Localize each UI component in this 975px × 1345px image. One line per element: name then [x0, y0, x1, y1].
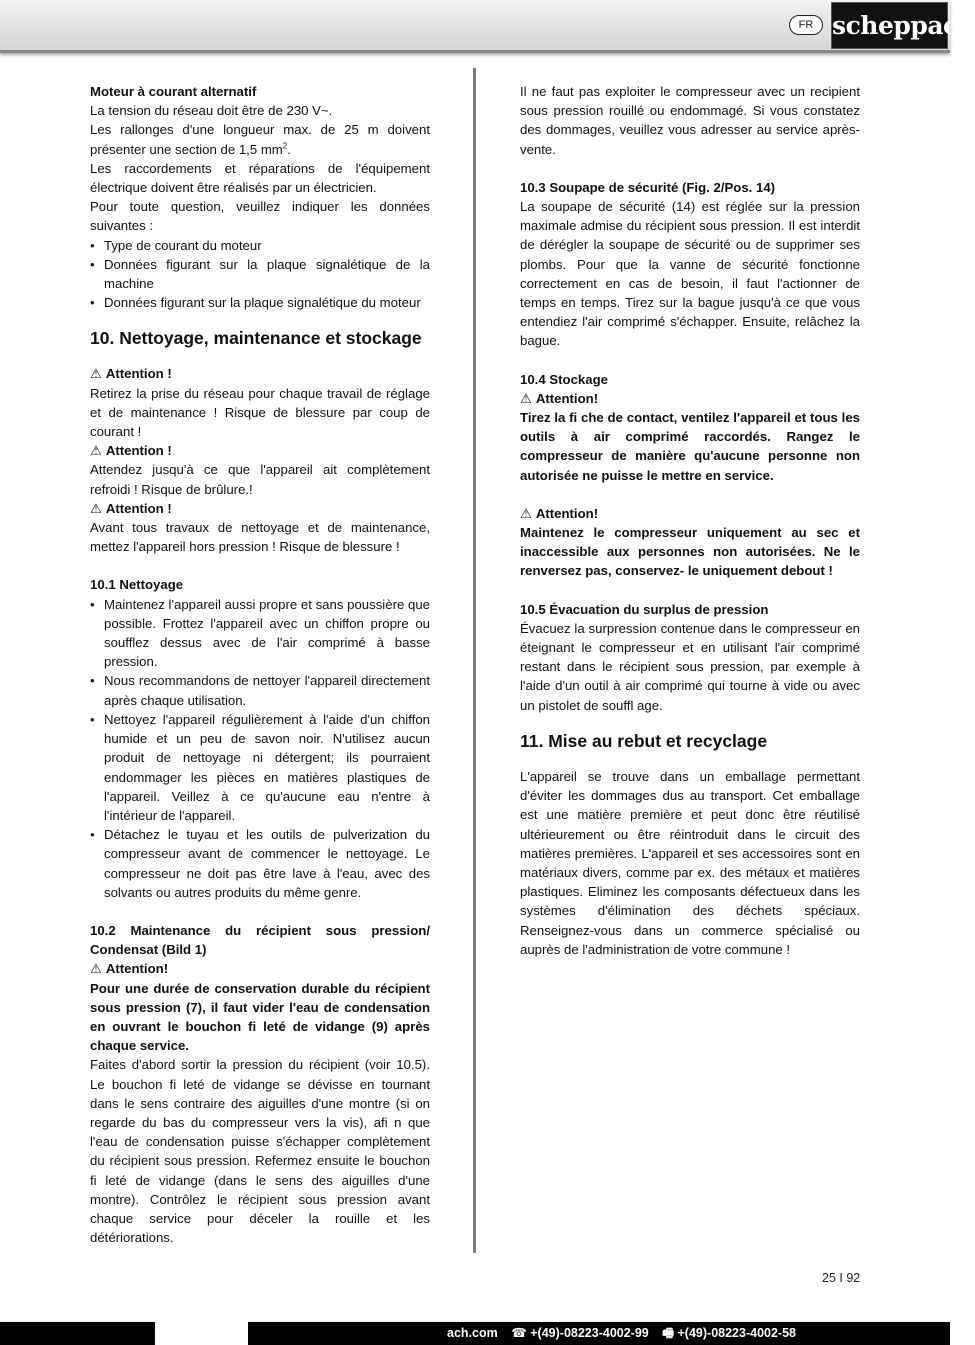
attention-heading: ⚠ Attention!	[90, 959, 430, 978]
list-item: • Détachez le tuyau et les outils de pulverization du compresseur avant de commencer le nettoyage. Le compresseur ne doit pas être lave à l'eau, avec des solvants ou autres produits du même genre.	[90, 825, 430, 902]
fax-number: 🖷 +(49)-08223-4002-58	[662, 1326, 796, 1340]
warning-icon: ⚠	[90, 500, 102, 516]
section-10-2-text: Faites d'abord sortir la pression du récipient (voir 10.5). Le bouchon fi leté de vidange se dévisse en tournant dans le sens contraire des aiguilles d'une montre (si on regarde du bas du compresseur vers la vis), afi n que l'eau de condensation puisse s'échapper complètement du récipient sous pression. Refermez ensuite le bouchon fi leté de vidange (dans le sens des aiguilles d'une montre). Contrôlez le récipient sous pression avant chaque service pour déceler la rouille et les détériorations.	[90, 1057, 430, 1246]
footer-contact	[437, 1322, 796, 1345]
list-item: • Nettoyez l'appareil régulièrement à l'aide d'un chiffon humide et un peu de savon noir. N'utilisez aucun produit de nettoyage ni détergent; ils pourraient endommager les pièces en matières plastiques de l'appareil. Veillez à ce qu'aucune eau n'entre à l'intérieur de l'appareil.	[90, 710, 430, 825]
intro-paragraph: Il ne faut pas exploiter le compresseur avec un recipient sous pression rouillé ou endommagé. Si vous constatez des dommages, veuillez vous adresser au service après-vente.	[520, 84, 860, 157]
section-10-1-title: 10.1 Nettoyage	[90, 577, 184, 593]
phone-number: ☎ +(49)-08223-4002-99	[511, 1326, 649, 1340]
attention-heading: ⚠ Attention!	[520, 389, 860, 408]
left-column	[90, 82, 430, 1247]
section-11-text: L'appareil se trouve dans un emballage permettant d'éviter les dommages dus au transport. Cet emballage est une matière première et peut donc être réutilisé ultérieurement ou être réintroduit dans le circuit des matières premières. L'appareil et ses accessoires sont en matériaux divers, comme par ex. des métaux et matières plastiques. Eliminez les composants défectueux dans les systèmes d'élimination des déchets spéciaux. Renseignez-vous dans un commerce spécialisé ou auprès de l'administration de votre commune !	[520, 768, 860, 957]
page-footer	[0, 1322, 950, 1345]
attention-bold-text: Maintenez le compresseur uniquement au sec et inaccessible aux personnes non autorisées. Ne le renversez pas, conservez- le uniquement debout !	[520, 525, 860, 579]
footer-white-block	[155, 1322, 248, 1345]
section-10-3-title: 10.3 Soupape de sécurité (Fig. 2/Pos. 14)	[520, 179, 776, 195]
attention-bold-text: Tirez la fi che de contact, ventilez l'appareil et tous les outils à air comprimé raccordés. Rangez le compresseur de manière qu'aucune personne non autorisée ne puisse le mettre en service.	[520, 410, 860, 483]
list-item: • Type de courant du moteur	[90, 236, 430, 255]
list-item: • Données figurant sur la plaque signalétique du moteur	[90, 293, 430, 312]
attention-text: Retirez la prise du réseau pour chaque travail de réglage et de maintenance ! Risque de blessure par coup de courant !	[90, 385, 430, 440]
section-10-5-title: 10.5 Évacuation du surplus de pression	[520, 601, 769, 617]
warning-icon: ⚠	[90, 366, 102, 382]
attention-bold-text: Pour une durée de conservation durable du récipient sous pression (7), il faut vider l'eau de condensation en ouvrant le bouchon fi leté de vidange (9) après chaque service.	[90, 980, 430, 1054]
section-10-title: 10. Nettoyage, maintenance et stockage	[90, 328, 422, 349]
attention-heading: ⚠ Attention !	[90, 441, 430, 460]
motor-title: Moteur à courant alternatif	[90, 84, 257, 99]
warning-icon: ⚠	[90, 961, 102, 977]
motor-info-list	[90, 236, 430, 313]
page-header	[0, 0, 975, 53]
warning-icon: ⚠	[90, 443, 102, 459]
right-column	[520, 82, 860, 959]
list-item: • Nous recommandons de nettoyer l'appareil directement après chaque utilisation.	[90, 671, 430, 709]
language-badge: FR	[789, 15, 823, 35]
list-item: • Maintenez l'appareil aussi propre et sans poussière que possible. Frottez l'appareil avec un chiffon propre ou soufflez dessus avec de l'air comprimé à basse pression.	[90, 595, 430, 672]
warning-icon: ⚠	[520, 505, 532, 521]
list-item: • Données figurant sur la plaque signalétique de la machine	[90, 255, 430, 293]
section-10-5-text: Évacuez la surpression contenue dans le compresseur en éteignant le compresseur et en utilisant l'air comprimé restant dans le récipient sous pression, par exemple à l'aide d'un outil à air comprimé qui tourne à vide ou avec un pistolet de souffl age.	[520, 620, 860, 713]
attention-text: Attendez jusqu'à ce que l'appareil ait complètement refroidi ! Risque de brûlure.!	[90, 462, 430, 497]
section-10-2-title: 10.2 Maintenance du récipient sous pression/ Condensat (Bild 1)	[90, 922, 430, 958]
column-divider	[473, 68, 476, 1253]
motor-paragraph-1: La tension du réseau doit être de 230 V~.	[90, 103, 333, 119]
brand-logo: scheppach	[831, 2, 948, 49]
attention-heading: ⚠ Attention !	[90, 499, 430, 518]
website-link[interactable]: ach.com	[447, 1326, 498, 1340]
motor-paragraph-4: Pour toute question, veuillez indiquer les données suivantes :	[90, 199, 430, 234]
motor-paragraph-2: Les rallonges d'une longueur max. de 25 m doivent présenter une section de 1,5 $mm^2$.	[90, 122, 430, 157]
section-10-3-text: La soupape de sécurité (14) est réglée sur la pression maximale admise du récipient sous pression. Il est interdit de dérégler la soupape de sécurité ou de supprimer ses plombs. Pour que la vanne de sécurité fonctionne correctement en cas de besoin, il faut l'actionner de temps en temps. Tirez sur la bague jusqu'à ce que vous entendiez l'air comprimé s'échapper. Ensuite, relâchez la bague.	[520, 199, 860, 349]
attention-heading: ⚠ Attention !	[90, 364, 430, 383]
cleaning-list	[90, 595, 430, 902]
section-10-4-title: 10.4 Stockage	[520, 371, 608, 387]
warning-icon: ⚠	[520, 390, 532, 406]
attention-heading: ⚠ Attention!	[520, 504, 860, 523]
section-11-title: 11. Mise au rebut et recyclage	[520, 730, 768, 751]
attention-text: Avant tous travaux de nettoyage et de maintenance, mettez l'appareil hors pression ! Risque de blessure !	[90, 520, 430, 555]
page-number: 25 I 92	[822, 1271, 861, 1285]
motor-paragraph-3: Les raccordements et réparations de l'équipement électrique doivent être réalisés par un électricien.	[90, 160, 430, 196]
